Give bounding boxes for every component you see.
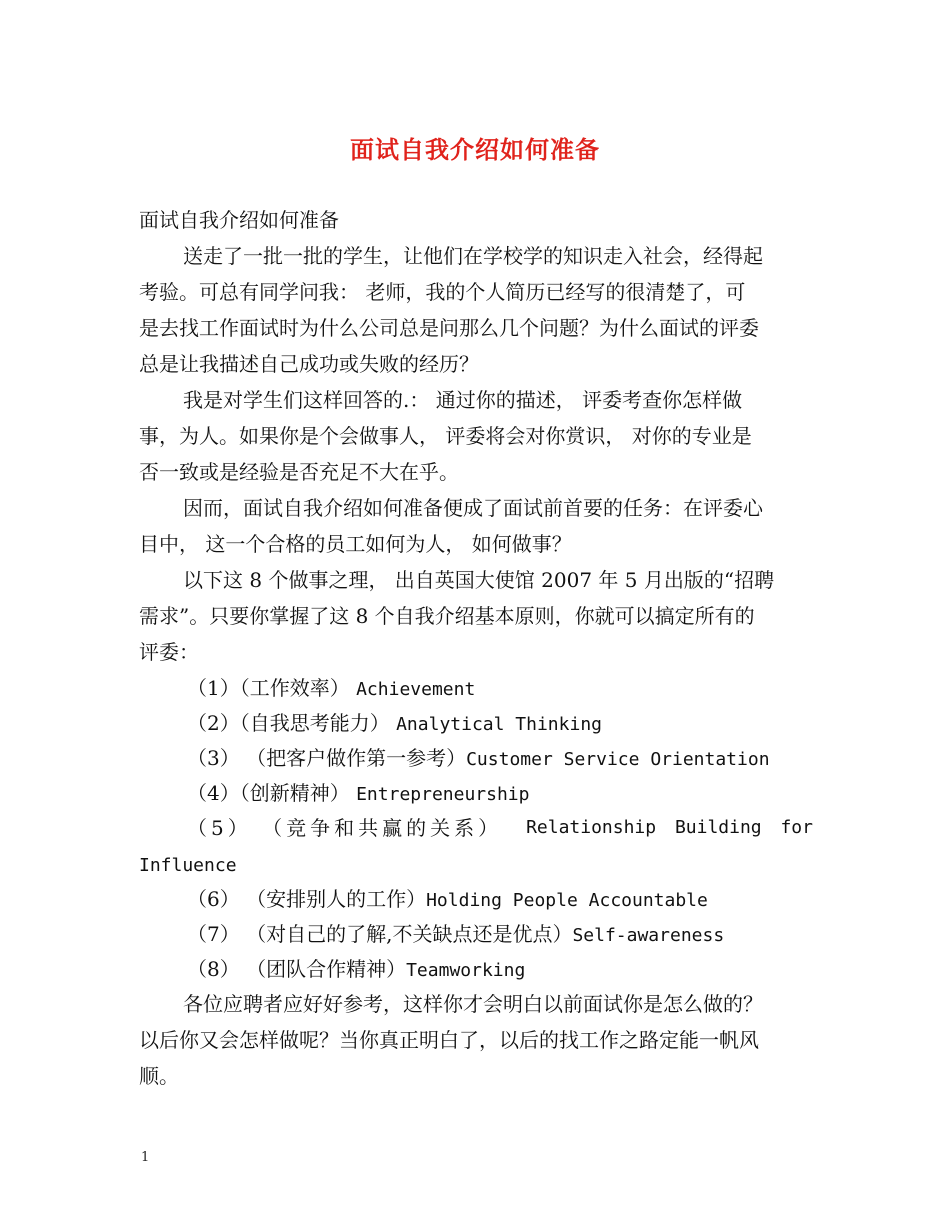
paragraph-1-line-3: 是去找工作面试时为什么公司总是问那么几个问题？为什么面试的评委 bbox=[139, 316, 759, 340]
list-item-5-en: Relationship Building for bbox=[526, 817, 813, 838]
list-item-3-cn: （3） （把客户做作第一参考） bbox=[187, 746, 467, 770]
list-item-4-cn: （4）（创新精神） bbox=[187, 781, 357, 805]
page-number: 1 bbox=[141, 1150, 150, 1165]
paragraph-1-line-1: 送走了一批一批的学生，让他们在学校学的知识走入社会，经得起 bbox=[183, 244, 763, 268]
list-item-5-continuation bbox=[139, 852, 237, 878]
list-item-3-en: Customer Service Orientation bbox=[466, 749, 770, 770]
list-item-2-en: Analytical Thinking bbox=[396, 714, 602, 735]
list-item-7-en: Self-awareness bbox=[572, 925, 725, 946]
document-title: 面试自我介绍如何准备 bbox=[350, 135, 600, 164]
list-item-1 bbox=[187, 676, 475, 702]
list-item-5-cn: （5） （竞争和共赢的关系） bbox=[187, 816, 503, 840]
list-item-6-en: Holding People Accountable bbox=[426, 890, 708, 911]
list-item-8-cn: （8） （团队合作精神） bbox=[187, 957, 407, 981]
list-item-5 bbox=[187, 816, 813, 840]
paragraph-2-line-2: 事，为人。如果你是个会做事人， 评委将会对你赏识， 对你的专业是 bbox=[139, 424, 752, 448]
list-item-7 bbox=[187, 922, 724, 948]
list-item-6-cn: （6） （安排别人的工作） bbox=[187, 887, 427, 911]
paragraph-3-line-1: 因而，面试自我介绍如何准备便成了面试前首要的任务：在评委心 bbox=[183, 496, 763, 520]
paragraph-4-line-1: 以下这 8 个做事之理， 出自英国大使馆 2007 年 5 月出版的“招聘 bbox=[183, 568, 775, 592]
list-item-2-cn: （2）（自我思考能力） bbox=[187, 711, 397, 735]
list-item-2 bbox=[187, 711, 602, 737]
document-subtitle: 面试自我介绍如何准备 bbox=[139, 208, 339, 232]
list-item-8-en: Teamworking bbox=[406, 960, 526, 981]
list-item-6 bbox=[187, 887, 708, 913]
list-item-4-en: Entrepreneurship bbox=[356, 784, 530, 805]
paragraph-3-line-2: 目中， 这一个合格的员工如何为人， 如何做事？ bbox=[139, 532, 572, 556]
paragraph-5-line-1: 各位应聘者应好好参考，这样你才会明白以前面试你是怎么做的？ bbox=[183, 992, 763, 1016]
list-item-7-cn: （7） （对自己的了解,不关缺点还是优点） bbox=[187, 922, 573, 946]
list-item-5-en-cont: Influence bbox=[139, 855, 237, 876]
paragraph-4-line-2: 需求”。只要你掌握了这 8 个自我介绍基本原则，你就可以搞定所有的 bbox=[139, 604, 755, 628]
list-item-1-cn: （1）（工作效率） bbox=[187, 676, 357, 700]
list-item-3 bbox=[187, 746, 770, 772]
paragraph-2-line-1: 我是对学生们这样回答的.： 通过你的描述， 评委考查你怎样做 bbox=[183, 388, 743, 412]
list-item-1-en: Achievement bbox=[356, 679, 476, 700]
list-item-4 bbox=[187, 781, 529, 807]
paragraph-1-line-4: 总是让我描述自己成功或失败的经历？ bbox=[139, 352, 479, 376]
paragraph-1-line-2: 考验。可总有同学问我： 老师，我的个人简历已经写的很清楚了，可 bbox=[139, 280, 746, 304]
paragraph-5-line-3: 顺。 bbox=[139, 1064, 179, 1088]
list-item-8 bbox=[187, 957, 525, 983]
paragraph-5-line-2: 以后你又会怎样做呢？当你真正明白了，以后的找工作之路定能一帆风 bbox=[139, 1028, 759, 1052]
paragraph-2-line-3: 否一致或是经验是否充足不大在乎。 bbox=[139, 460, 459, 484]
paragraph-4-line-3: 评委： bbox=[139, 640, 199, 664]
